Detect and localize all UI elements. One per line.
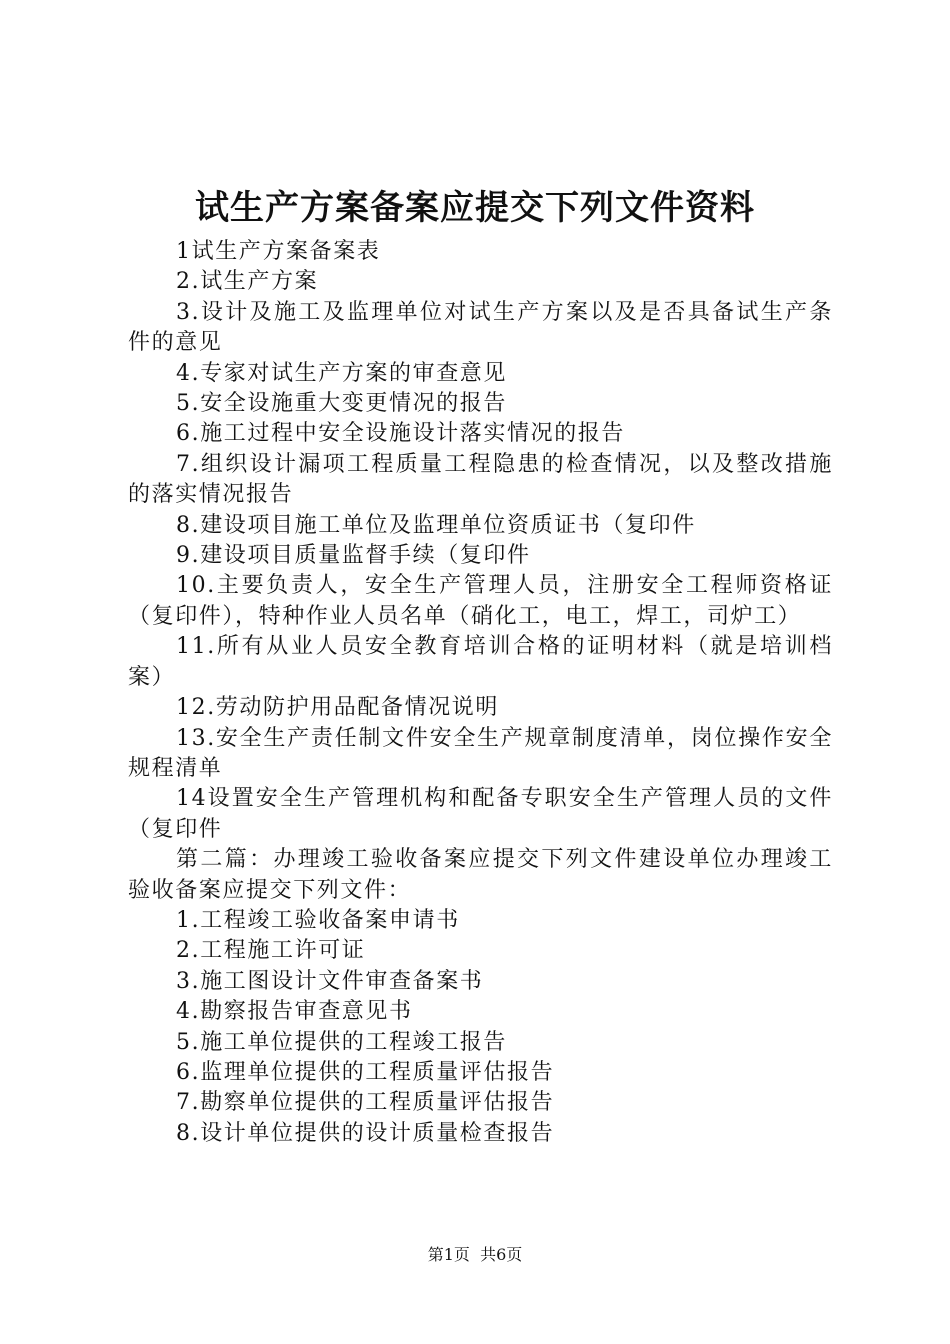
paragraph-3: 3.设计及施工及监理单位对试生产方案以及是否具备试生产条件的意见 [128,299,833,356]
paragraph-11: 11.所有从业人员安全教育培训合格的证明材料（就是培训档案） [128,634,833,690]
paragraph-17: 2.工程施工许可证 [176,938,366,964]
paragraph-4: 4.专家对试生产方案的审查意见 [176,360,507,386]
paragraph-15: 第二篇：办理竣工验收备案应提交下列文件建设单位办理竣工验收备案应提交下列文件： [128,847,833,903]
paragraph-19: 4.勘察报告审查意见书 [176,999,413,1025]
paragraph-10: 10.主要负责人，安全生产管理人员，注册安全工程师资格证（复印件），特种作业人员名单（硝化工，电工，焊工，司炉工） [128,573,833,629]
paragraph-1: 1试生产方案备案表 [176,239,381,264]
paragraph-16: 1.工程竣工验收备案申请书 [176,907,460,933]
paragraph-7: 7.组织设计漏项工程质量工程隐患的检查情况，以及整改措施的落实情况报告 [128,451,833,508]
paragraph-6: 6.施工过程中安全设施设计落实情况的报告 [176,421,625,447]
paragraph-5: 5.安全设施重大变更情况的报告 [176,391,507,417]
paragraph-22: 7.勘察单位提供的工程质量评估报告 [176,1090,555,1116]
paragraph-12: 12.劳动防护用品配备情况说明 [176,695,499,721]
document-body [128,237,833,1149]
page-number-footer: 第1页 共6页 [427,1245,523,1264]
paragraph-14: 14设置安全生产管理机构和配备专职安全生产管理人员的文件（复印件 [128,786,833,842]
paragraph-13: 13.安全生产责任制文件安全生产规章制度清单，岗位操作安全规程清单 [128,725,833,781]
paragraph-21: 6.监理单位提供的工程质量评估报告 [176,1059,555,1085]
paragraph-8: 8.建设项目施工单位及监理单位资质证书（复印件 [176,512,696,538]
paragraph-20: 5.施工单位提供的工程竣工报告 [176,1029,507,1055]
paragraph-23: 8.设计单位提供的设计质量检查报告 [176,1120,555,1146]
paragraph-9: 9.建设项目质量监督手续（复印件 [176,543,531,569]
paragraph-2: 2.试生产方案 [176,269,319,295]
document-title: 试生产方案备案应提交下列文件资料 [195,188,755,228]
paragraph-18: 3.施工图设计文件审查备案书 [176,968,484,994]
